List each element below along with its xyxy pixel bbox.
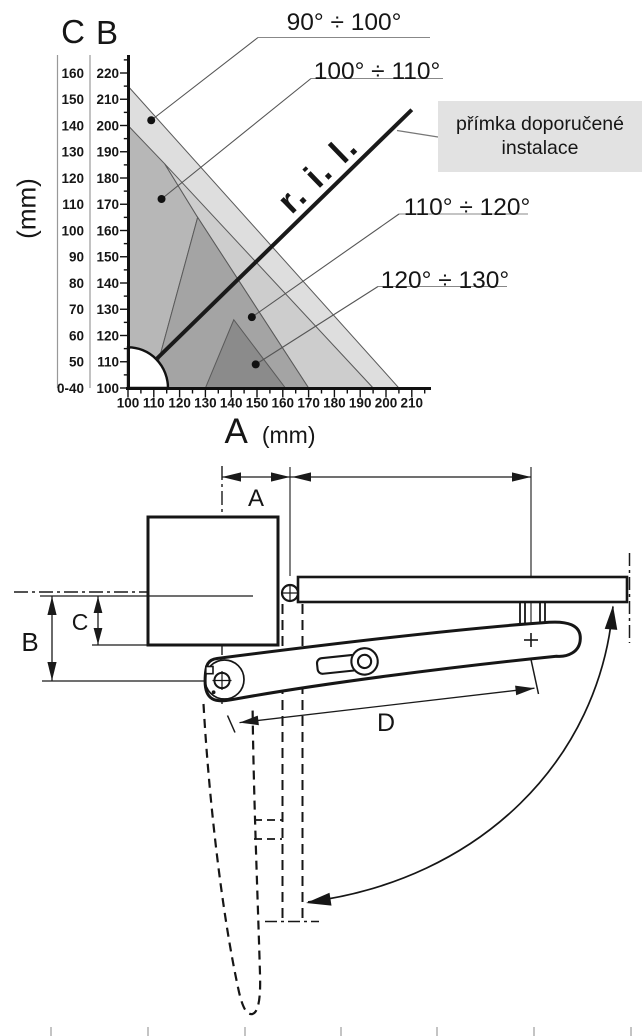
recommended-line-callout-box [438,101,642,172]
c-tick-label: 140 [61,118,84,134]
b-tick-label: 100 [96,380,119,396]
b-tick-label: 130 [96,302,119,318]
x-tick-label: 150 [245,395,269,411]
ril-line-label: r. i. l. [270,126,367,222]
x-tick-label: 210 [400,395,424,411]
arm-closed-dashed [204,704,261,1014]
x-tick-label: 140 [219,395,243,411]
b-axis-header: B [95,14,119,51]
c-tick-label: 130 [61,144,84,160]
callout-line2: instalace [501,136,579,159]
gate-bracket-lines [520,602,545,625]
callout-dot-3 [252,360,260,368]
b-tick-label: 140 [96,275,119,291]
b-tick-label: 160 [96,223,119,239]
x-axis-letter: A [224,412,248,451]
x-axis-unit: (mm) [261,422,316,448]
b-tick-label: 170 [96,197,119,213]
b-tick-label: 200 [96,118,119,134]
dim-label-c: C [71,609,89,635]
c-tick-label: 150 [61,92,84,108]
b-tick-label: 190 [96,144,119,160]
x-axis-title [225,412,316,452]
scan-ruler-ticks [51,1027,631,1036]
b-tick-label: 180 [96,170,119,186]
callout-leader-0 [151,38,258,121]
x-tick-label: 160 [271,395,295,411]
c-tick-label: 0-40 [56,380,84,396]
zone-angle-label-0: 90° ÷ 100° [286,9,402,36]
installation-zone-chart [0,0,642,455]
b-tick-label: 110 [97,354,119,370]
callout-line1: přímka doporučené [455,112,625,135]
x-tick-label: 190 [348,395,372,411]
x-tick-label: 170 [297,395,320,411]
x-tick-label: 110 [142,395,165,411]
callout-dot-2 [248,313,256,321]
c-tick-label: 80 [68,275,84,291]
c-tick-label: 50 [68,354,84,370]
c-tick-label: 90 [68,249,84,265]
c-tick-label: 160 [61,65,84,81]
zone-angle-label-3: 120° ÷ 130° [380,267,510,294]
dim-label-a: A [247,485,265,512]
x-tick-label: 180 [323,395,346,411]
zone-angle-label-1: 100° ÷ 110° [313,58,441,85]
arm-detail-dot [212,690,216,694]
callout-box-leader [397,131,438,138]
c-tick-label: 70 [68,302,84,318]
dim-label-b: B [21,627,39,657]
y-axis-unit-label: (mm) [11,178,42,239]
callout-dot-0 [147,116,155,124]
c-axis-header: C [61,13,85,50]
c-tick-label: 110 [62,197,84,213]
dim-label-d: D [376,709,396,737]
x-tick-label: 120 [168,395,191,411]
x-tick-label: 130 [194,395,217,411]
c-tick-label: 100 [61,223,84,239]
x-tick-label: 100 [116,395,140,411]
x-tick-label: 200 [374,395,398,411]
c-tick-label: 120 [61,170,84,186]
arm-detail-square [206,667,213,674]
actuator-technical-drawing [0,455,642,1036]
c-tick-label: 60 [68,328,84,344]
zone-angle-label-2: 110° ÷ 120° [403,194,531,221]
pillar [148,517,278,645]
b-tick-label: 210 [96,92,119,108]
gate-leaf-open [298,577,627,602]
callout-dot-1 [158,195,166,203]
b-tick-label: 220 [96,65,119,81]
b-tick-label: 150 [96,249,119,265]
b-tick-label: 120 [96,328,119,344]
